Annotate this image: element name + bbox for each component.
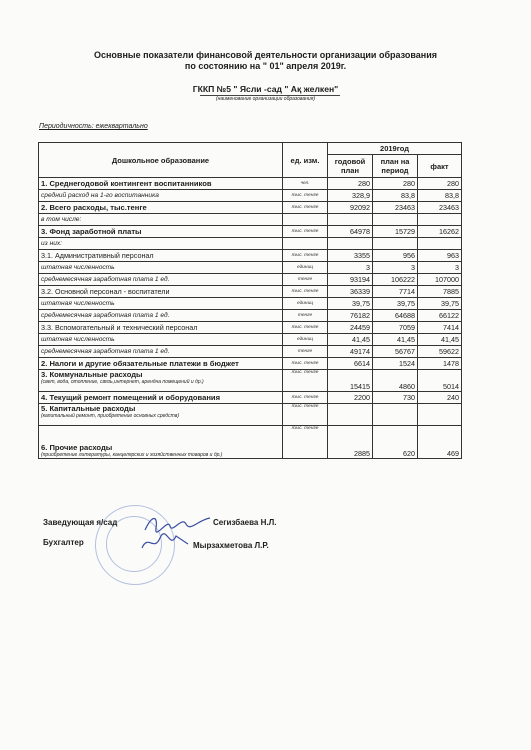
table-row	[39, 226, 462, 238]
row-fact: 23463	[418, 202, 462, 214]
row-fact: 1478	[418, 358, 462, 370]
table-row	[39, 310, 462, 322]
row-plan: 3355	[328, 250, 373, 262]
org-caption: (наименование организации образования)	[215, 96, 316, 102]
table-row	[39, 202, 462, 214]
row-period: 23463	[373, 202, 418, 214]
row-label: среднемесячная заработная плата 1 ед.	[39, 346, 283, 358]
row-period: 620	[373, 426, 418, 459]
row-period: 1524	[373, 358, 418, 370]
row-fact: 16262	[418, 226, 462, 238]
row-period: 39,75	[373, 298, 418, 310]
row-fact: 469	[418, 426, 462, 459]
row-fact: 41,45	[418, 334, 462, 346]
row-unit: тыс. тенге	[283, 286, 328, 298]
table-row	[39, 334, 462, 346]
row-plan: 36339	[328, 286, 373, 298]
row-label: в том числе:	[39, 214, 283, 226]
row-sublabel: (капитальный ремонт, приобретение основных средств)	[41, 413, 180, 419]
table-row	[39, 250, 462, 262]
row-label: 1. Среднегодовой контингент воспитанников	[39, 178, 283, 190]
row-plan: 6614	[328, 358, 373, 370]
table-row	[39, 190, 462, 202]
row-plan: 92092	[328, 202, 373, 214]
col-header-name: Дошкольное образование	[39, 143, 283, 178]
row-fact	[418, 214, 462, 226]
row-unit: тыс. тенге	[283, 322, 328, 334]
row-fact	[418, 404, 462, 426]
row-unit: тыс. тенге	[283, 250, 328, 262]
row-label: среднемесячная заработная плата 1 ед.	[39, 310, 283, 322]
row-fact: 39,75	[418, 298, 462, 310]
table-row	[39, 262, 462, 274]
row-plan: 328,9	[328, 190, 373, 202]
row-plan: 15415	[328, 370, 373, 392]
row-fact: 7414	[418, 322, 462, 334]
col-header-year: 2019год	[328, 143, 462, 155]
row-fact: 280	[418, 178, 462, 190]
row-period: 4860	[373, 370, 418, 392]
financial-table	[38, 142, 462, 459]
row-period: 64688	[373, 310, 418, 322]
table-row	[39, 214, 462, 226]
table-row	[39, 274, 462, 286]
row-fact: 240	[418, 392, 462, 404]
row-plan	[328, 238, 373, 250]
row-label: из них:	[39, 238, 283, 250]
row-fact: 83,8	[418, 190, 462, 202]
row-unit: тенге	[283, 346, 328, 358]
row-label: 6. Прочие расходы	[41, 443, 113, 452]
row-unit: тыс. тенге	[283, 426, 328, 459]
table-row	[39, 358, 462, 370]
row-fact: 963	[418, 250, 462, 262]
periodicity: Периодичность: ежеквартально	[39, 123, 148, 130]
row-plan: 24459	[328, 322, 373, 334]
row-fact: 7885	[418, 286, 462, 298]
row-unit: тыс. тенге	[283, 202, 328, 214]
row-fact: 3	[418, 262, 462, 274]
head-title: Заведующая я/сад	[43, 518, 118, 527]
row-label: 2. Всего расходы, тыс.тенге	[39, 202, 283, 214]
col-header-fact: факт	[418, 155, 462, 178]
table-row	[39, 238, 462, 250]
row-period: 956	[373, 250, 418, 262]
row-period: 280	[373, 178, 418, 190]
row-period: 83,8	[373, 190, 418, 202]
row-unit: тыс. тенге	[283, 226, 328, 238]
table-row	[39, 298, 462, 310]
row-period	[373, 238, 418, 250]
row-plan: 49174	[328, 346, 373, 358]
row-fact: 59622	[418, 346, 462, 358]
row-label: 3. Коммунальные расходы	[41, 370, 143, 379]
row-plan: 2885	[328, 426, 373, 459]
row-label: 3.3. Вспомогательный и технический персонал	[39, 322, 283, 334]
row-plan: 64978	[328, 226, 373, 238]
row-period: 41,45	[373, 334, 418, 346]
row-plan: 76182	[328, 310, 373, 322]
table-row-capital	[39, 404, 462, 426]
col-header-unit: ед. изм.	[283, 143, 328, 178]
row-plan: 93194	[328, 274, 373, 286]
row-plan: 39,75	[328, 298, 373, 310]
accountant-title: Бухгалтер	[43, 538, 84, 547]
row-fact: 107000	[418, 274, 462, 286]
row-plan: 280	[328, 178, 373, 190]
report-title: Основные показатели финансовой деятельности организации образования	[93, 50, 438, 60]
table-row	[39, 346, 462, 358]
row-unit: единиц	[283, 334, 328, 346]
row-unit: тыс. тенге	[283, 404, 328, 426]
row-label: среднемесячная заработная плата 1 ед.	[39, 274, 283, 286]
row-unit: единиц	[283, 262, 328, 274]
org-name: ГККП №5 " Ясли -сад " Ақ желкен"	[192, 84, 339, 94]
row-label: штатная численность	[39, 262, 283, 274]
row-label: 2. Налоги и другие обязательные платежи в бюджет	[39, 358, 283, 370]
row-plan	[328, 214, 373, 226]
row-period: 730	[373, 392, 418, 404]
row-unit: тыс. тенге	[283, 358, 328, 370]
row-label: 3.2. Основной персонал - воспитатели	[39, 286, 283, 298]
row-unit: тыс. тенге	[283, 370, 328, 392]
col-header-period: план на период	[373, 155, 418, 178]
row-label: 3. Фонд заработной платы	[39, 226, 283, 238]
table-row-other	[39, 426, 462, 459]
row-unit: тыс. тенге	[283, 190, 328, 202]
row-label: штатная численность	[39, 334, 283, 346]
row-label: 5. Капитальные расходы	[41, 404, 136, 413]
row-period	[373, 404, 418, 426]
row-fact	[418, 238, 462, 250]
row-label: 4. Текущий ремонт помещений и оборудования	[39, 392, 283, 404]
row-period: 7059	[373, 322, 418, 334]
row-unit: чел.	[283, 178, 328, 190]
row-plan: 2200	[328, 392, 373, 404]
report-date: по состоянию на " 01" апреля 2019г.	[184, 61, 347, 71]
row-label: 3.1. Административный персонал	[39, 250, 283, 262]
row-unit: единиц	[283, 298, 328, 310]
row-period	[373, 214, 418, 226]
accountant-name: Мырзахметова Л.Р.	[193, 541, 269, 550]
col-header-plan: годовой план	[328, 155, 373, 178]
row-sublabel: (свет, вода, отопление, связь,интернет, арендна помещений и др.)	[41, 379, 204, 385]
row-period: 56767	[373, 346, 418, 358]
row-period: 7714	[373, 286, 418, 298]
row-period: 3	[373, 262, 418, 274]
row-period: 15729	[373, 226, 418, 238]
row-label: штатная численность	[39, 298, 283, 310]
row-label: средний расход на 1-го воспитанника	[39, 190, 283, 202]
table-row	[39, 178, 462, 190]
table-row-communal	[39, 370, 462, 392]
head-name: Сегизбаева Н.Л.	[213, 518, 277, 527]
row-fact: 5014	[418, 370, 462, 392]
row-plan: 3	[328, 262, 373, 274]
table-row	[39, 286, 462, 298]
accountant-signature	[138, 530, 193, 555]
row-unit	[283, 214, 328, 226]
row-fact: 66122	[418, 310, 462, 322]
row-period: 106222	[373, 274, 418, 286]
row-plan	[328, 404, 373, 426]
row-unit: тенге	[283, 274, 328, 286]
table-row	[39, 322, 462, 334]
row-unit: тыс. тенге	[283, 392, 328, 404]
table-row-repair	[39, 392, 462, 404]
row-unit	[283, 238, 328, 250]
row-sublabel: (приобретение литературы, канцелярских и хозяйственных товаров и др.)	[41, 452, 223, 458]
row-unit: тенге	[283, 310, 328, 322]
row-plan: 41,45	[328, 334, 373, 346]
